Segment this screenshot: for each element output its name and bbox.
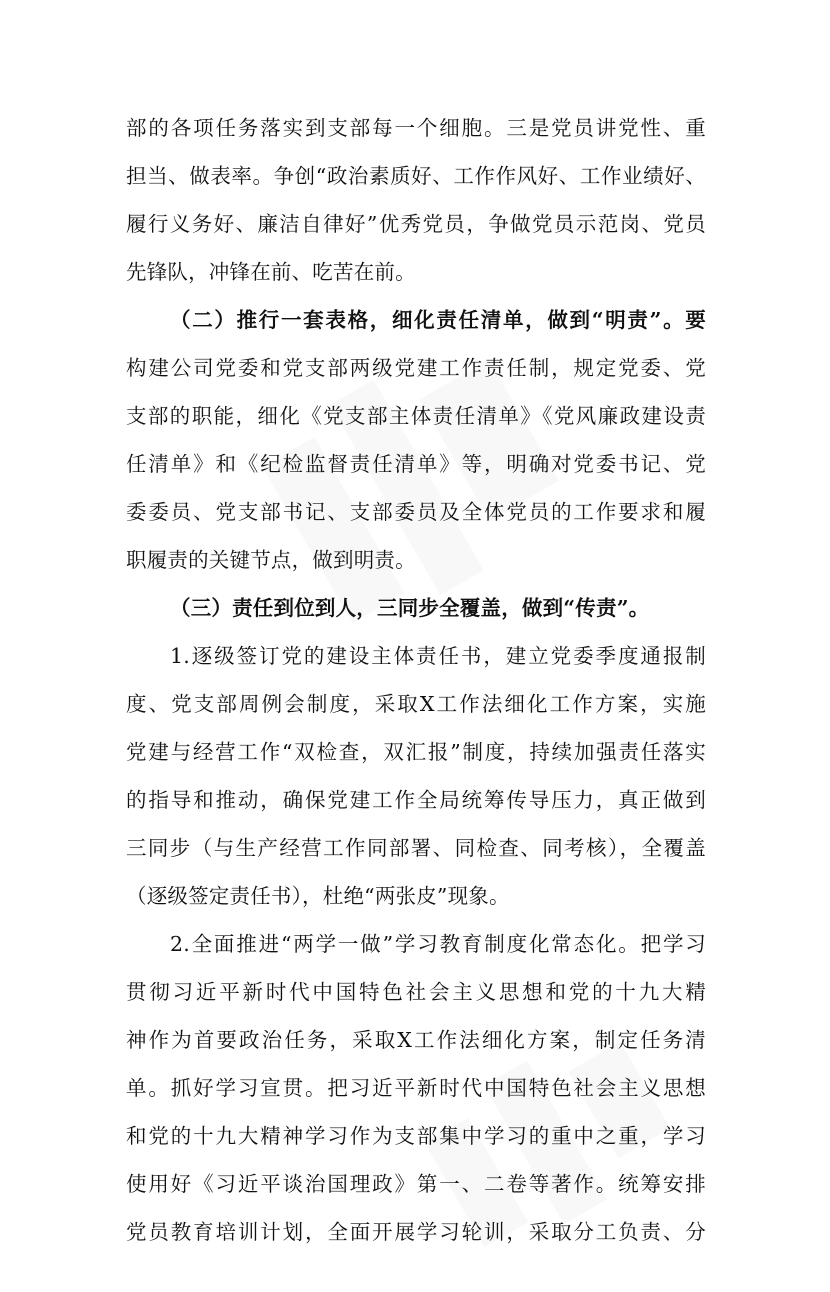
text-line: 部的各项任务落实到支部每一个细胞。三是党员讲党性、重 bbox=[126, 116, 706, 140]
text-line: 构建公司党委和党支部两级党建工作责任制，规定党委、党 bbox=[126, 356, 706, 380]
text-line: 委委员、党支部书记、支部委员及全体党员的工作要求和履 bbox=[126, 500, 706, 524]
text-line: 三同步（与生产经营工作同部署、同检查、同考核），全覆盖 bbox=[126, 836, 706, 860]
text-line: 党建与经营工作“双检查，双汇报”制度，持续加强责任落实 bbox=[126, 740, 706, 764]
text-line: 度、党支部周例会制度，采取X工作法细化工作方案，实施 bbox=[126, 692, 706, 716]
text-line: 的指导和推动，确保党建工作全局统筹传导压力，真正做到 bbox=[126, 788, 706, 812]
text-line: 神作为首要政治任务，采取X工作法细化方案，制定任务清 bbox=[126, 1028, 706, 1052]
paragraph-1-start: 1.逐级签订党的建设主体责任书，建立党委季度通报制 bbox=[170, 644, 706, 668]
text-line: 党员教育培训计划，全面开展学习轮训，采取分工负责、分 bbox=[126, 1220, 706, 1244]
text-line: 支部的职能，细化《党支部主体责任清单》《党风廉政建设责 bbox=[126, 404, 706, 428]
paragraph-2-start: 2.全面推进“两学一做”学习教育制度化常态化。把学习 bbox=[170, 932, 706, 956]
text-line: 使用好《习近平谈治国理政》第一、二卷等著作。统筹安排 bbox=[126, 1172, 706, 1196]
text-line: 职履责的关键节点，做到明责。 bbox=[126, 548, 416, 572]
section-heading-3: （三）责任到位到人，三同步全覆盖，做到“传责”。 bbox=[170, 596, 650, 620]
text-line: 任清单》和《纪检监督责任清单》等，明确对党委书记、党 bbox=[126, 452, 706, 476]
text-line: 和党的十九大精神学习作为支部集中学习的重中之重，学习 bbox=[126, 1124, 706, 1148]
text-line: 履行义务好、廉洁自律好”优秀党员，争做党员示范岗、党员 bbox=[126, 212, 706, 236]
text-line: 单。抓好学习宣贯。把习近平新时代中国特色社会主义思想 bbox=[126, 1076, 706, 1100]
text-line: 担当、做表率。争创“政治素质好、工作作风好、工作业绩好、 bbox=[126, 164, 706, 188]
section-heading-2: （二）推行一套表格，细化责任清单，做到“明责”。要 bbox=[170, 308, 706, 332]
text-line: 先锋队，冲锋在前、吃苦在前。 bbox=[126, 260, 416, 284]
text-line: 贯彻习近平新时代中国特色社会主义思想和党的十九大精 bbox=[126, 980, 706, 1004]
text-line: （逐级签定责任书），杜绝“两张皮”现象。 bbox=[126, 884, 510, 908]
